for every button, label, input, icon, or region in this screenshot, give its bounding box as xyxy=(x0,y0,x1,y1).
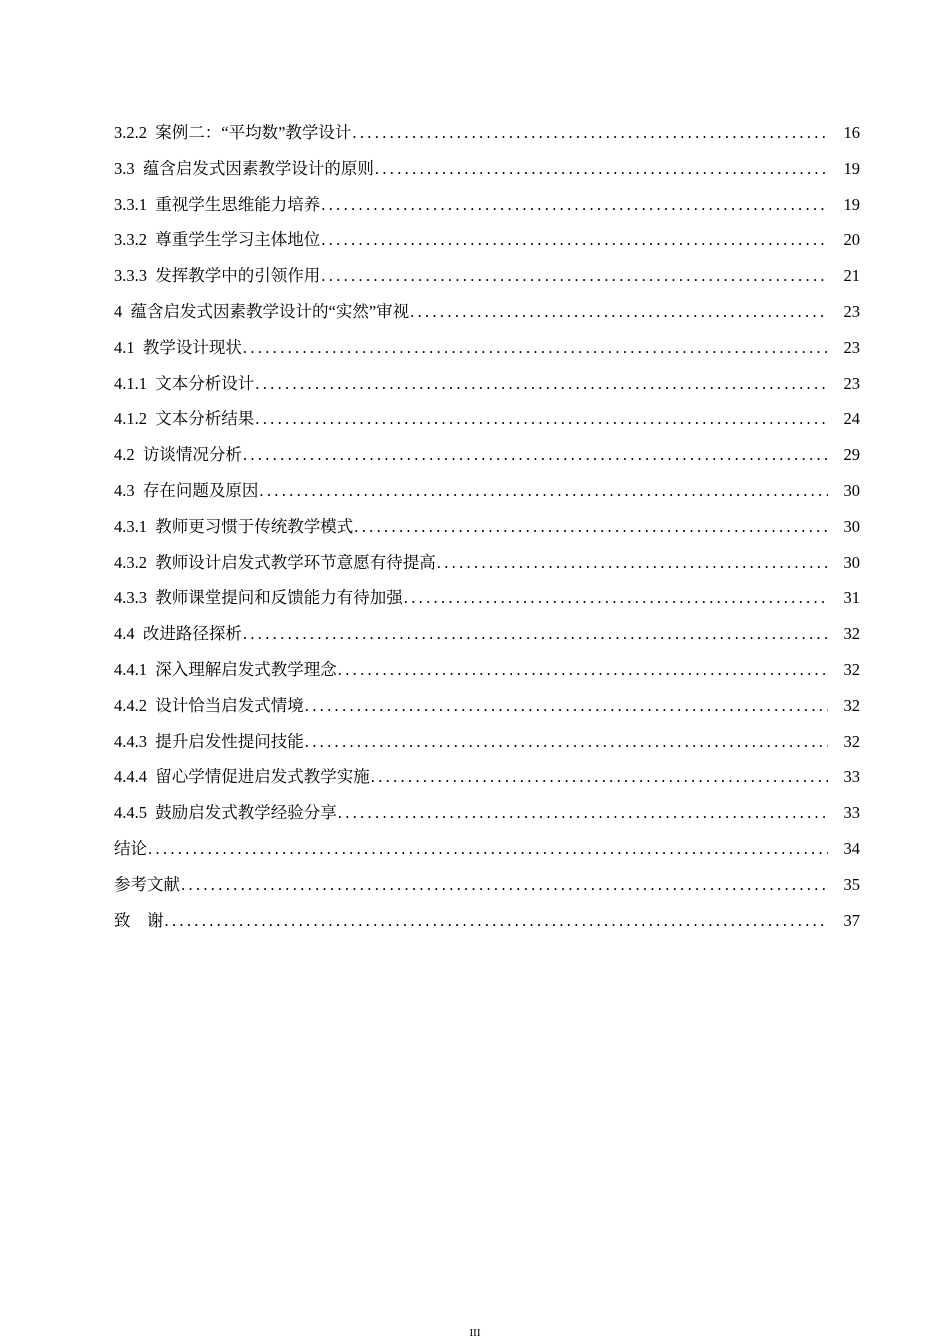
toc-entry[interactable] xyxy=(114,795,860,831)
toc-dot-leader xyxy=(255,401,828,437)
toc-dot-leader xyxy=(165,903,829,939)
toc-entry[interactable] xyxy=(114,330,860,366)
toc-entry[interactable] xyxy=(114,545,860,581)
toc-entry-title: 4.1.2 文本分析结果 xyxy=(114,409,255,429)
toc-entry[interactable] xyxy=(114,509,860,545)
toc-entry-title: 4.3.2 教师设计启发式教学环节意愿有待提高 xyxy=(114,552,436,572)
toc-dot-leader xyxy=(371,759,828,795)
toc-entry[interactable] xyxy=(114,222,860,258)
toc-entry[interactable] xyxy=(114,759,860,795)
toc-entry-page: 37 xyxy=(843,910,860,930)
page-number: III xyxy=(469,1327,481,1339)
toc-dot-leader xyxy=(354,509,828,545)
toc-entry-title: 3.3 蕴含启发式因素教学设计的原则 xyxy=(114,158,374,178)
toc-entry[interactable] xyxy=(114,652,860,688)
toc-entry-page: 30 xyxy=(843,480,860,500)
toc-entry-title: 4.2 访谈情况分析 xyxy=(114,445,242,465)
toc-dot-leader xyxy=(259,473,828,509)
toc-entry-title: 4.3.1 教师更习惯于传统教学模式 xyxy=(114,516,354,536)
toc-entry-title: 4 蕴含启发式因素教学设计的“实然”审视 xyxy=(114,301,410,321)
toc-entry-page: 23 xyxy=(843,337,860,357)
toc-entry-title: 4.4.4 留心学情促进启发式教学实施 xyxy=(114,767,370,787)
toc-dot-leader xyxy=(243,616,828,652)
toc-entry[interactable] xyxy=(114,437,860,473)
toc-dot-leader xyxy=(305,688,828,724)
toc-entry-page: 32 xyxy=(843,624,860,644)
toc-dot-leader xyxy=(352,115,828,151)
toc-entry-page: 33 xyxy=(843,767,860,787)
toc-entry-page: 33 xyxy=(843,803,860,823)
toc-entry[interactable] xyxy=(114,903,860,939)
table-of-contents xyxy=(114,115,860,938)
toc-entry-title: 参考文献 xyxy=(114,874,180,894)
toc-entry[interactable] xyxy=(114,366,860,402)
toc-entry-title: 3.3.2 尊重学生学习主体地位 xyxy=(114,230,321,250)
toc-entry-title: 4.4.1 深入理解启发式教学理念 xyxy=(114,659,337,679)
toc-dot-leader xyxy=(321,222,828,258)
toc-dot-leader xyxy=(243,330,828,366)
toc-entry-title: 4.1.1 文本分析设计 xyxy=(114,373,255,393)
toc-entry-page: 20 xyxy=(843,230,860,250)
toc-entry-page: 23 xyxy=(843,373,860,393)
toc-entry-page: 35 xyxy=(843,874,860,894)
toc-dot-leader xyxy=(375,151,828,187)
toc-entry-page: 29 xyxy=(843,445,860,465)
toc-dot-leader xyxy=(305,724,828,760)
toc-entry[interactable] xyxy=(114,258,860,294)
toc-entry-page: 32 xyxy=(843,659,860,679)
toc-entry-title: 3.3.1 重视学生思维能力培养 xyxy=(114,194,321,214)
toc-entry-title: 4.4.2 设计恰当启发式情境 xyxy=(114,695,304,715)
toc-entry-page: 31 xyxy=(843,588,860,608)
toc-entry-page: 23 xyxy=(843,301,860,321)
toc-entry[interactable] xyxy=(114,867,860,903)
toc-entry[interactable] xyxy=(114,831,860,867)
toc-dot-leader xyxy=(338,652,828,688)
toc-dot-leader xyxy=(437,545,828,581)
toc-entry[interactable] xyxy=(114,688,860,724)
toc-dot-leader xyxy=(404,580,828,616)
toc-dot-leader xyxy=(321,258,828,294)
toc-entry-page: 19 xyxy=(843,194,860,214)
toc-entry-page: 24 xyxy=(843,409,860,429)
toc-dot-leader xyxy=(410,294,828,330)
toc-dot-leader xyxy=(338,795,828,831)
toc-entry[interactable] xyxy=(114,401,860,437)
toc-dot-leader xyxy=(321,187,828,223)
toc-entry-page: 21 xyxy=(843,266,860,286)
toc-entry-title: 4.4 改进路径探析 xyxy=(114,624,242,644)
toc-entry-page: 30 xyxy=(843,516,860,536)
toc-entry-title: 4.3.3 教师课堂提问和反馈能力有待加强 xyxy=(114,588,403,608)
toc-entry-page: 16 xyxy=(843,123,860,142)
toc-entry-title: 4.4.3 提升启发性提问技能 xyxy=(114,731,304,751)
toc-entry[interactable] xyxy=(114,616,860,652)
toc-entry[interactable] xyxy=(114,473,860,509)
toc-entry[interactable] xyxy=(114,724,860,760)
toc-entry-title: 3.2.2 案例二：“平均数”教学设计 xyxy=(114,123,352,142)
toc-entry[interactable] xyxy=(114,115,860,151)
toc-entry-page: 34 xyxy=(843,838,860,858)
toc-entry-page: 19 xyxy=(843,158,860,178)
toc-entry-page: 32 xyxy=(843,731,860,751)
toc-entry[interactable] xyxy=(114,580,860,616)
toc-entry-title: 致 谢 xyxy=(114,910,164,930)
toc-entry[interactable] xyxy=(114,294,860,330)
toc-entry-title: 4.3 存在问题及原因 xyxy=(114,480,259,500)
toc-entry-title: 4.1 教学设计现状 xyxy=(114,337,242,357)
toc-dot-leader xyxy=(255,366,828,402)
toc-entry-page: 30 xyxy=(843,552,860,572)
toc-entry[interactable] xyxy=(114,151,860,187)
toc-entry-title: 4.4.5 鼓励启发式教学经验分享 xyxy=(114,803,337,823)
toc-entry-page: 32 xyxy=(843,695,860,715)
toc-dot-leader xyxy=(148,831,828,867)
toc-dot-leader xyxy=(181,867,828,903)
toc-dot-leader xyxy=(243,437,828,473)
toc-entry-title: 3.3.3 发挥教学中的引领作用 xyxy=(114,266,321,286)
toc-entry[interactable] xyxy=(114,187,860,223)
toc-entry-title: 结论 xyxy=(114,838,147,858)
